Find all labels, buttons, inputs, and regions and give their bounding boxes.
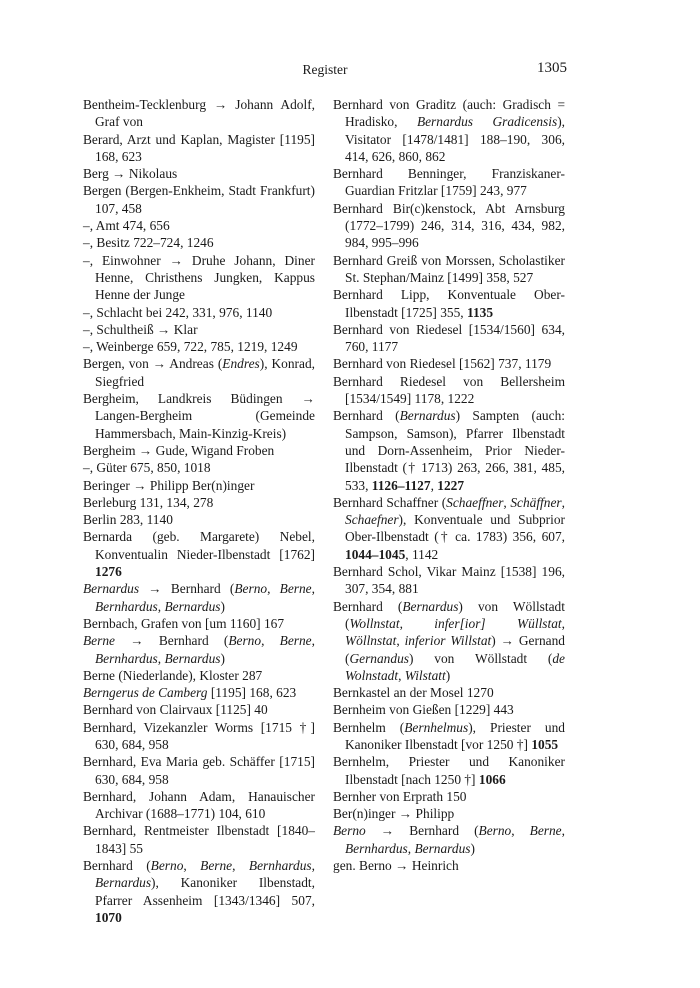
entry-text: → Bernhard ( — [365, 823, 479, 839]
italic-term: Schäffner — [510, 494, 562, 510]
index-entry — [83, 477, 315, 494]
entry-text: Bernhard Benninger, Franziskaner-Guardian Fritzlar [1759] 243, 977 — [333, 166, 565, 199]
index-entry — [333, 563, 565, 598]
entry-text: Bergen, von → Andreas ( — [83, 356, 223, 372]
entry-text: ) → Gernand ( — [345, 633, 565, 666]
index-column-left — [83, 96, 315, 926]
entry-text: Bernhard Schaffner ( — [333, 494, 447, 510]
entry-text: , — [399, 615, 435, 631]
entry-text: ), Visitator [1478/1481] 188–190, 306, 414, 626, 860, 862 — [345, 114, 565, 164]
index-entry — [83, 442, 315, 459]
italic-term: Bernardus — [95, 875, 152, 891]
bold-page-ref: 1066 — [478, 771, 506, 787]
italic-term: Berne — [279, 581, 312, 597]
index-entry — [83, 580, 315, 615]
entry-text: Bernhard, Johann Adam, Hanauischer Archivar (1688–1771) 104, 610 — [83, 788, 315, 822]
entry-text: ), Kanoniker Ilbenstadt, Pfarrer Assenheim [1343/1346] 507, — [95, 875, 315, 908]
entry-text: Bernarda (geb. Margarete) Nebel, Konventualin Nieder-Ilbenstadt [1762] — [83, 529, 315, 562]
entry-text: , — [561, 823, 565, 839]
entry-text: , — [398, 667, 405, 683]
index-entry — [333, 719, 565, 754]
italic-term: Wilstatt — [404, 667, 446, 683]
entry-text: ) von Wöllstadt ( — [345, 598, 565, 631]
entry-text: Bernhard ( — [333, 598, 403, 614]
entry-text: , — [311, 581, 315, 597]
index-entry — [83, 165, 315, 182]
italic-term: Bernardus — [164, 650, 221, 666]
entry-text: gen. Berno → Heinrich — [333, 858, 459, 874]
entry-text: –, Schlacht bei 242, 331, 976, 1140 — [83, 304, 273, 320]
index-entry — [83, 701, 315, 718]
italic-term: Bernhelmus — [404, 719, 469, 735]
italic-term: Wöllnstat — [345, 633, 397, 649]
italic-term: Bernhardus — [345, 840, 408, 856]
entry-text: ) — [470, 840, 475, 856]
entry-text: Berne (Niederlande), Kloster 287 — [83, 667, 263, 683]
italic-term: Schaeffner — [446, 494, 504, 510]
index-entry — [83, 788, 315, 823]
entry-text: –, Güter 675, 850, 1018 — [83, 460, 211, 476]
entry-text: Bernhard Bir(c)kenstock, Abt Arnsburg (1772–1799) 246, 314, 316, 434, 982, 984, 995–996 — [333, 200, 565, 251]
index-entry — [83, 338, 315, 355]
italic-term: Bernhardus — [248, 858, 312, 874]
italic-term: Berno — [478, 823, 512, 839]
bold-page-ref: 1276 — [95, 564, 122, 580]
italic-term: Endres — [222, 356, 260, 372]
index-entry — [333, 684, 565, 701]
entry-text: Bernkastel an der Mosel 1270 — [333, 685, 494, 701]
index-entry — [333, 286, 565, 321]
italic-term: Schaefner — [345, 512, 399, 528]
entry-text: Bernhard Schol, Vikar Mainz [1538] 196, 307, 354, 881 — [333, 564, 565, 597]
index-entry — [333, 200, 565, 252]
entry-text: , — [396, 633, 405, 649]
index-entry — [83, 459, 315, 476]
entry-text: –, Besitz 722–724, 1246 — [83, 235, 214, 251]
italic-term: de Wolnstadt — [345, 650, 565, 683]
entry-text: ), Konventuale und Subprior Ober-Ilbenstadt († ca. 1783) 356, 607, — [345, 512, 565, 545]
index-entry — [83, 96, 315, 131]
index-entry — [83, 390, 315, 442]
index-entry — [83, 822, 315, 857]
italic-term: Bernardus — [83, 581, 140, 597]
entry-text: , — [503, 494, 511, 510]
entry-text: Bernhard ( — [333, 408, 400, 424]
index-entry — [83, 857, 315, 926]
italic-term: infer[ior] Wüllstat — [434, 615, 562, 631]
bold-page-ref: 1135 — [466, 304, 494, 320]
bold-page-ref: 1070 — [95, 909, 122, 925]
index-entry — [333, 788, 565, 805]
entry-text: , — [311, 858, 315, 874]
entry-text: Bernhard von Riedesel [1534/1560] 634, 760, 1177 — [333, 321, 565, 355]
bold-page-ref: 1227 — [437, 477, 465, 493]
index-entry — [83, 321, 315, 338]
italic-term: inferior Willstat — [404, 633, 492, 649]
index-entry — [83, 511, 315, 528]
entry-text: ) Sampten (auch: Sampson, Samson), Pfarrer Ilbenstadt und Dorn-Assenheim, Prior Nieder-Ilbenstadt († 1713) 263, 266, 381, 485, 533, — [345, 408, 565, 493]
entry-text: Bernhelm ( — [333, 719, 405, 735]
entry-text: Bernher von Erprath 150 — [333, 788, 467, 804]
index-entry — [333, 373, 565, 408]
entry-text: Berard, Arzt und Kaplan, Magister [1195] 168, 623 — [83, 131, 315, 164]
italic-term: Berno — [228, 633, 262, 649]
running-head: Register — [302, 62, 348, 77]
index-entry — [83, 131, 315, 166]
entry-text: Bernhard, Rentmeister Ilbenstadt [1840–1843] 55 — [83, 823, 315, 856]
entry-text: Bernhard von Riedesel [1562] 737, 1179 — [333, 356, 552, 372]
index-entry — [83, 632, 315, 667]
page-header — [83, 62, 567, 82]
entry-text: Bernhard, Eva Maria geb. Schäffer [1715] 630, 684, 958 — [83, 754, 315, 787]
entry-text: ), Konrad, Siegfried — [95, 356, 315, 389]
index-entry — [333, 407, 565, 493]
entry-text: , — [511, 823, 530, 839]
index-entry — [83, 494, 315, 511]
entry-text: –, Amt 474, 656 — [83, 218, 170, 234]
index-entry — [333, 355, 565, 372]
entry-text: , 1142 — [405, 546, 439, 562]
italic-term: Bernardus Gradicensis — [416, 114, 558, 130]
index-entry — [83, 528, 315, 580]
index-entry — [333, 96, 565, 165]
italic-term: Bernardus — [414, 840, 471, 856]
index-entry — [333, 805, 565, 822]
entry-text: Bernhard Lipp, Konventuale Ober-Ilbenstadt [1725] 355, — [333, 287, 565, 320]
italic-term: Berno — [150, 858, 184, 874]
entry-text: → Bernhard ( — [114, 633, 229, 649]
italic-term: Bernardus — [164, 598, 221, 614]
entry-text: , — [430, 477, 438, 493]
entry-text: Bernbach, Grafen von [um 1160] 167 — [83, 615, 285, 631]
entry-text: , — [561, 615, 565, 631]
entry-text: Berleburg 131, 134, 278 — [83, 494, 214, 510]
entry-text: Bernhard von Clairvaux [1125] 40 — [83, 702, 268, 718]
index-entry — [333, 701, 565, 718]
index-entry — [83, 719, 315, 754]
entry-text: Bernheim von Gießen [1229] 443 — [333, 702, 514, 718]
index-entry — [83, 217, 315, 234]
index-entry — [333, 857, 565, 874]
index-entry — [83, 252, 315, 304]
entry-text: , — [157, 650, 165, 666]
bold-page-ref: 1126–1127 — [371, 477, 431, 493]
entry-text: , — [267, 581, 280, 597]
entry-text: Bernhard von Graditz (auch: Gradisch = Hradisko, — [333, 97, 565, 130]
index-entry — [83, 182, 315, 217]
entry-text: Bernhard Greiß von Morssen, Scholastiker St. Stephan/Mainz [1499] 358, 527 — [333, 252, 565, 285]
index-entry — [83, 615, 315, 632]
entry-text: Bernhelm, Priester und Kanoniker Ilbenstadt [nach 1250 †] — [333, 754, 565, 787]
italic-term: Wollnstat — [349, 615, 400, 631]
entry-text: Bergen (Bergen-Enkheim, Stadt Frankfurt) 107, 458 — [83, 183, 315, 216]
italic-term: Berne — [83, 633, 115, 649]
italic-term: Bernhardus — [95, 650, 158, 666]
index-entry — [83, 304, 315, 321]
index-entry — [83, 667, 315, 684]
index-entry — [83, 355, 315, 390]
entry-text: , — [157, 598, 165, 614]
index-entry — [333, 321, 565, 356]
entry-text: Bernhard Riedesel von Bellersheim [1534/1549] 1178, 1222 — [333, 373, 565, 407]
index-entry — [333, 165, 565, 200]
entry-text: , — [311, 633, 315, 649]
italic-term: Gernandus — [349, 650, 409, 666]
italic-term: Bernardus — [399, 408, 456, 424]
index-entry — [333, 494, 565, 563]
entry-text: ) — [220, 650, 225, 666]
entry-text: Berg → Nikolaus — [83, 166, 178, 182]
entry-text: Bergheim → Gude, Wigand Froben — [83, 442, 275, 458]
entry-text: , — [261, 633, 280, 649]
index-entry — [333, 252, 565, 287]
entry-text: ), Priester und Kanoniker Ilbenstadt [vor 1250 †] — [345, 719, 565, 752]
index-entry — [83, 684, 315, 701]
entry-text: Ber(n)inger → Philipp — [333, 806, 455, 822]
entry-text: –, Einwohner → Druhe Johann, Diner Henne, Christhens Jungken, Kappus Henne der Junge — [83, 252, 315, 303]
italic-term: Berno — [333, 823, 366, 839]
entry-text: –, Schultheiß → Klar — [83, 321, 198, 337]
entry-text: , — [407, 840, 415, 856]
index-entry — [83, 753, 315, 788]
index-column-right — [333, 96, 565, 874]
entry-text: , — [561, 494, 565, 510]
entry-text: ) — [220, 598, 225, 614]
italic-term: Bernardus — [402, 598, 459, 614]
bold-page-ref: 1055 — [531, 736, 559, 752]
index-entry — [333, 753, 565, 788]
entry-text: ) von Wöllstadt ( — [408, 650, 553, 666]
index-entry — [83, 234, 315, 251]
page-number: 1305 — [537, 60, 567, 76]
entry-text: Berlin 283, 1140 — [83, 512, 173, 528]
entry-text: → Bernhard ( — [139, 581, 235, 597]
index-entry — [333, 598, 565, 684]
italic-term: Berne — [279, 633, 312, 649]
entry-text: Bentheim-Tecklenburg → Johann Adolf, Graf von — [83, 97, 315, 130]
entry-text: , — [232, 858, 249, 874]
entry-text: Bernhard ( — [83, 858, 151, 874]
italic-term: Berngerus de Camberg — [83, 685, 208, 701]
entry-text: –, Weinberge 659, 722, 785, 1219, 1249 — [83, 339, 298, 355]
index-entry — [333, 822, 565, 857]
entry-text: , — [183, 858, 201, 874]
entry-text: ) — [445, 667, 451, 683]
entry-text: Bergheim, Landkreis Büdingen → Langen-Bergheim (Gemeinde Hammersbach, Main-Kinzig-Kreis) — [83, 391, 315, 441]
bold-page-ref: 1044–1045 — [345, 546, 406, 562]
italic-term: Berne — [529, 823, 562, 839]
italic-term: Berno — [234, 581, 268, 597]
entry-text: [1195] 168, 623 — [207, 685, 297, 701]
italic-term: Berne — [200, 858, 233, 874]
italic-term: Bernhardus — [95, 598, 158, 614]
entry-text: Beringer → Philipp Ber(n)inger — [83, 477, 255, 493]
entry-text: Bernhard, Vizekanzler Worms [1715 †] 630, 684, 958 — [83, 719, 315, 752]
